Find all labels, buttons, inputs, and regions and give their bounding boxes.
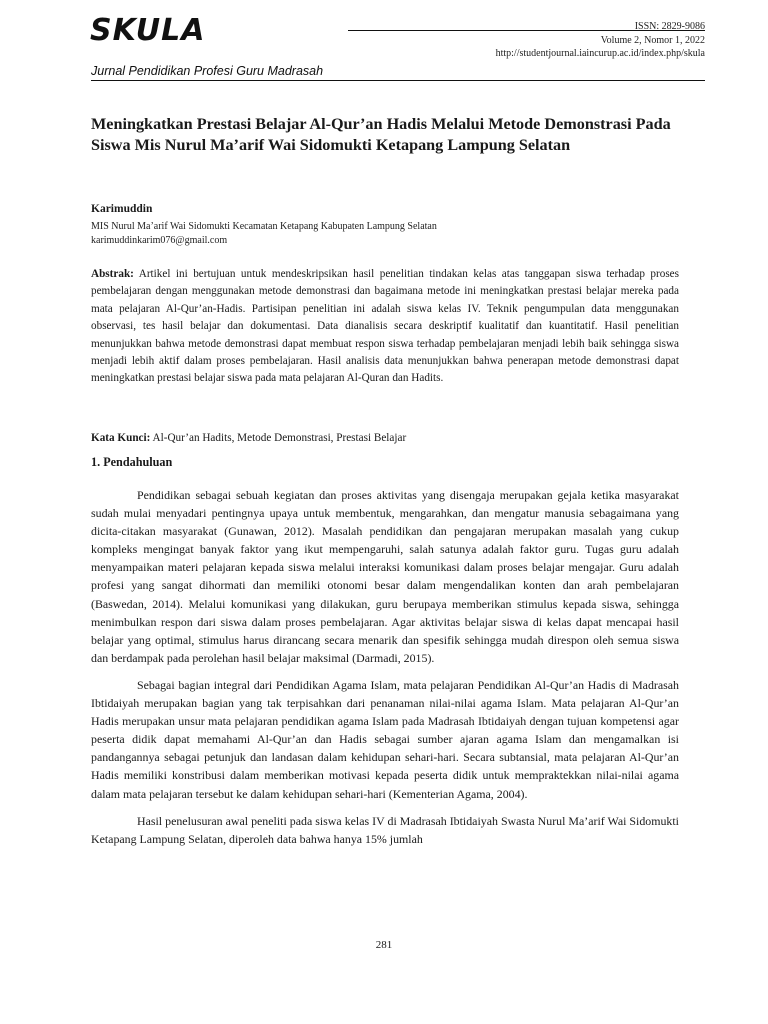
header-meta — [496, 20, 705, 61]
article-title: Meningkatkan Prestasi Belajar Al-Qur’an Hadis Melalui Metode Demonstrasi Pada Siswa Mis Nurul Ma’arif Wai Sidomukti Ketapang Lampung Selatan — [91, 115, 671, 154]
header-rule-bottom — [91, 80, 705, 81]
keywords — [91, 430, 406, 447]
keywords-text: Al-Qur’an Hadits, Metode Demonstrasi, Prestasi Belajar — [152, 432, 407, 444]
paragraph: Hasil penelusuran awal peneliti pada siswa kelas IV di Madrasah Ibtidaiyah Swasta Nurul Ma’arif Wai Sidomukti Ketapang Lampung Selatan, diperoleh data bahwa hanya 15% jumlah — [91, 813, 679, 846]
author-affiliation-block — [91, 220, 437, 248]
paragraph: Pendidikan sebagai sebuah kegiatan dan proses aktivitas yang disengaja merupakan gejala ketika masyarakat sudah mulai menyadari pentingnya upaya untuk membentuk, mengarahkan, dan mengatur manusia sebagaimana yang dicita-citakan masyarakat (Gunawan, 2012). Masalah pendidikan dan pengajaran merupakan masalah yang cukup kompleks mengingat banyak faktor yang ikut mempengaruhi, salah satunya adalah faktor guru. Tugas guru adalah menyampaikan materi pelajaran kepada siswa melalui interaksi komunikasi dalam proses belajar mengajar. Guru adalah profesi yang sangat dihormati dan memiliki otonomi besar dalam mengendalikan konten dan arah pembelajaran (Baswedan, 2014). Melalui komunikasi yang dilakukan, guru berupaya memberikan stimulus kepada siswa, sehingga menimbulkan respon dari siswa dalam proses pembelajaran. Agar aktivitas belajar siswa di kelas dapat mencapai hasil belajar yang optimal, stimulus harus dirancang secara menarik dan spesifik sehingga mudah direspon oleh semua siswa dan berdampak pada perolehan hasil belajar maksimal (Darmadi, 2015). — [91, 488, 679, 665]
issn: ISSN: 2829-9086 — [634, 21, 705, 32]
author-email[interactable]: karimuddinkarim076@gmail.com — [91, 235, 228, 246]
journal-logo: SKULA — [90, 13, 206, 48]
keywords-label: Kata Kunci: — [91, 432, 151, 444]
author-name: Karimuddin — [91, 203, 153, 215]
body-text — [91, 486, 679, 857]
abstract-label: Abstrak: — [91, 268, 134, 280]
abstract — [91, 266, 679, 388]
page-number: 281 — [375, 939, 393, 951]
paragraph: Sebagai bagian integral dari Pendidikan Agama Islam, mata pelajaran Pendidikan Al-Qur’an Hadis di Madrasah Ibtidaiyah merupakan bagian yang tak terpisahkan dari penanaman nilai-nilai agama Islam. Mata pelajaran Al-Qur’an Hadis merupakan unsur mata pelajaran pendidikan agama Islam pada Madrasah Ibtidaiyah dengan tujuan kompetensi agar peserta didik dapat memahami Al-Qur’an dan Hadis sebagai sumber ajaran agama Islam dan mengamalkan isi pandangannya sebagai petunjuk dan landasan dalam kehidupan sehari-hari. Secara subtansial, mata pelajaran Al-Qur’an Hadis memiliki konstribusi dalam memberikan motivasi kepada peserta didik untuk mempraktekkan nilai-nilai agama dalam mata pelajaran tersebut ke dalam kehidupan sehari-hari (Kementerian Agama, 2004). — [91, 677, 679, 801]
journal-subtitle: Jurnal Pendidikan Profesi Guru Madrasah — [91, 64, 324, 78]
journal-url[interactable]: http://studentjournal.iaincurup.ac.id/index.php/skula — [495, 48, 705, 59]
abstract-text: Artikel ini bertujuan untuk mendeskripsikan hasil penelitian tindakan kelas atas tanggapan siswa terhadap proses pembelajaran dengan menggunakan metode demonstrasi dan bagaimana metode ini meningkatkan prestasi belajar mereka pada mata pelajaran Al-Qur’an-Hadis. Partisipan penelitian ini adalah siswa kelas IV. Teknik pengumpulan data menggunakan observasi, tes hasil belajar dan dokumentasi. Data dianalisis secara deskriptif kualitatif dan kuantitatif. Hasil penelitian menunjukkan bahwa metode demonstrasi dapat membuat respon siswa terhadap pembelajaran menjadi lebih baik sehingga siswa menjadi lebih aktif dalam proses pembelajaran. Hasil analisis data menunjukkan bahwa penerapan metode demonstrasi dapat meningkatkan prestasi belajar siswa pada mata pelajaran Al-Quran dan Hadits. — [91, 268, 679, 385]
affiliation: MIS Nurul Ma’arif Wai Sidomukti Kecamatan Ketapang Kabupaten Lampung Selatan — [91, 221, 437, 232]
volume: Volume 2, Nomor 1, 2022 — [600, 34, 705, 46]
section-heading: 1. Pendahuluan — [91, 455, 173, 469]
